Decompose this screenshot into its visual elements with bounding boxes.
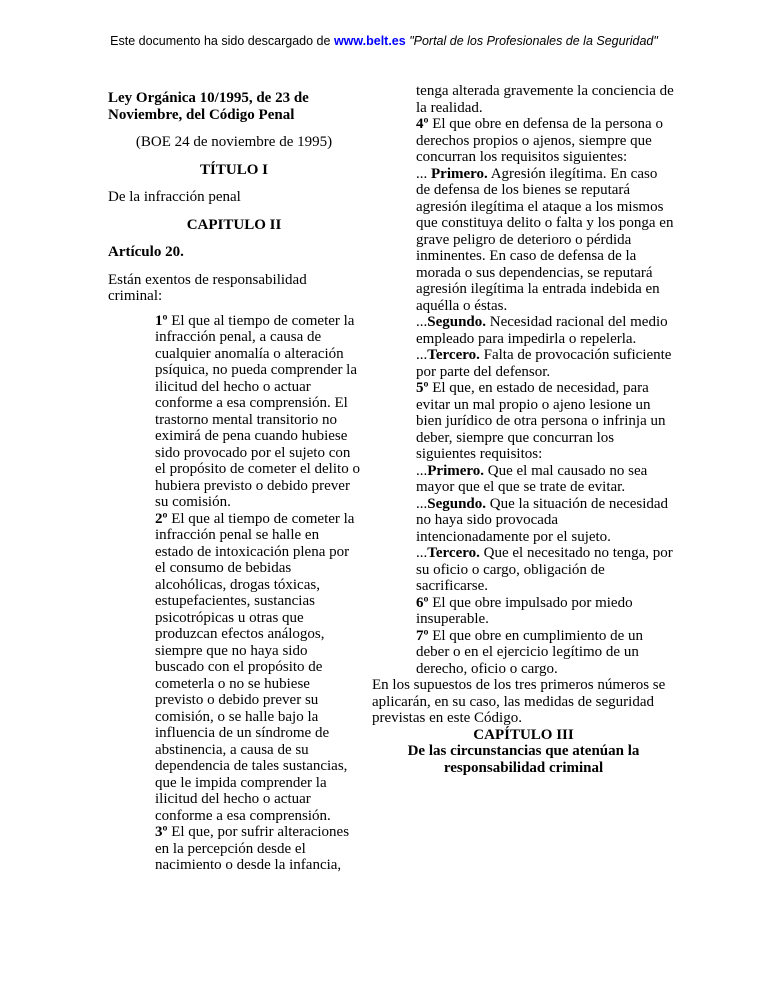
- titulo-i-heading: TÍTULO I: [200, 161, 268, 178]
- paragraph: tenga alterada gravemente la conciencia de la realidad.: [416, 83, 674, 116]
- capitulo-iii-heading: CAPÍTULO III: [473, 726, 574, 743]
- closing-paragraph: En los supuestos de los tres primeros números se aplicarán, en su caso, las medidas de seguridad previstas en este Código.: [372, 677, 666, 726]
- paragraph: ...Segundo. Necesidad racional del medio empleado para impedirla o repelerla.: [416, 314, 668, 347]
- boe-reference: (BOE 24 de noviembre de 1995): [135, 134, 333, 150]
- paragraph: ...Tercero. Que el necesitado no tenga, por su oficio o cargo, obligación de sacrificarse.: [416, 545, 673, 594]
- exemption-items-continued: [416, 83, 675, 677]
- capitulo-ii-heading: CAPITULO II: [186, 216, 282, 233]
- download-notice: [0, 34, 768, 48]
- law-title: Ley Orgánica 10/1995, de 23 de Noviembre, del Código Penal: [108, 90, 309, 123]
- capitulo-iii-subtitle: De las circunstancias que atenúan la responsabilidad criminal: [407, 743, 640, 776]
- download-notice-prefix: Este documento ha sido descargado de: [110, 34, 334, 48]
- paragraph: ...Segundo. Que la situación de necesidad no haya sido provocada intencionadamente por el sujeto.: [416, 495, 669, 545]
- paragraph: ...Primero. Que el mal causado no sea mayor que el que se trate de evitar.: [416, 462, 648, 495]
- articulo-20-intro: Están exentos de responsabilidad criminal:: [108, 271, 307, 304]
- titulo-i-subtitle: De la infracción penal: [108, 189, 241, 205]
- paragraph: 1º El que al tiempo de cometer la infracción penal, a causa de cualquier anomalía o alteración psíquica, no pueda comprender la ilicitud del hecho o actuar conforme a esa comprensión. El trastorno mental transitorio no eximirá de pena cuando hubiese sido provocado por el sujeto con el propósito de cometer el delito o hubiera previsto o debido prever su comisión.: [155, 312, 360, 510]
- exemption-items-list: [155, 313, 360, 874]
- belt-website-link[interactable]: www.belt.es: [333, 34, 406, 48]
- paragraph: 6º El que obre impulsado por miedo insuperable.: [416, 594, 633, 627]
- articulo-20-heading: Artículo 20.: [108, 244, 184, 260]
- paragraph: ... Primero. Agresión ilegítima. En caso de defensa de los bienes se reputará agresión ilegítima el ataque a los mismos que constituya delito o falta y los ponga en grave peligro de deterioro o pérdida inminentes. En caso de defensa de la morada o sus dependencias, se reputará agresión ilegítima la entrada indebida en aquélla o éstas.: [416, 165, 674, 314]
- left-column: [108, 90, 360, 874]
- download-notice-suffix: "Portal de los Profesionales de la Seguridad": [405, 34, 658, 48]
- paragraph: 2º El que al tiempo de cometer la infracción penal se halle en estado de intoxicación plena por el consumo de bebidas alcohólicas, drogas tóxicas, estupefacientes, sustancias psicotrópicas u otras que produzcan efectos análogos, siempre que no haya sido buscado con el propósito de cometerla o no se hubiese previsto o debido prever su comisión, o se halle bajo la influencia de un síndrome de abstinencia, a causa de su dependencia de tales sustancias, que le impida comprender la ilicitud del hecho o actuar conforme a esa comprensión.: [155, 510, 355, 824]
- paragraph: 3º El que, por sufrir alteraciones en la percepción desde el nacimiento o desde la infancia,: [155, 824, 350, 873]
- right-column: [372, 83, 675, 776]
- paragraph: 4º El que obre en defensa de la persona o derechos propios o ajenos, siempre que concurran los requisitos siguientes:: [416, 116, 663, 165]
- paragraph: 5º El que, en estado de necesidad, para evitar un mal propio o ajeno lesione un bien jurídico de otra persona o infrinja un deber, siempre que concurran los siguientes requisitos:: [416, 380, 666, 462]
- paragraph: 7º El que obre en cumplimiento de un deber o en el ejercicio legítimo de un derecho, oficio o cargo.: [416, 627, 643, 677]
- paragraph: ...Tercero. Falta de provocación suficiente por parte del defensor.: [416, 347, 672, 380]
